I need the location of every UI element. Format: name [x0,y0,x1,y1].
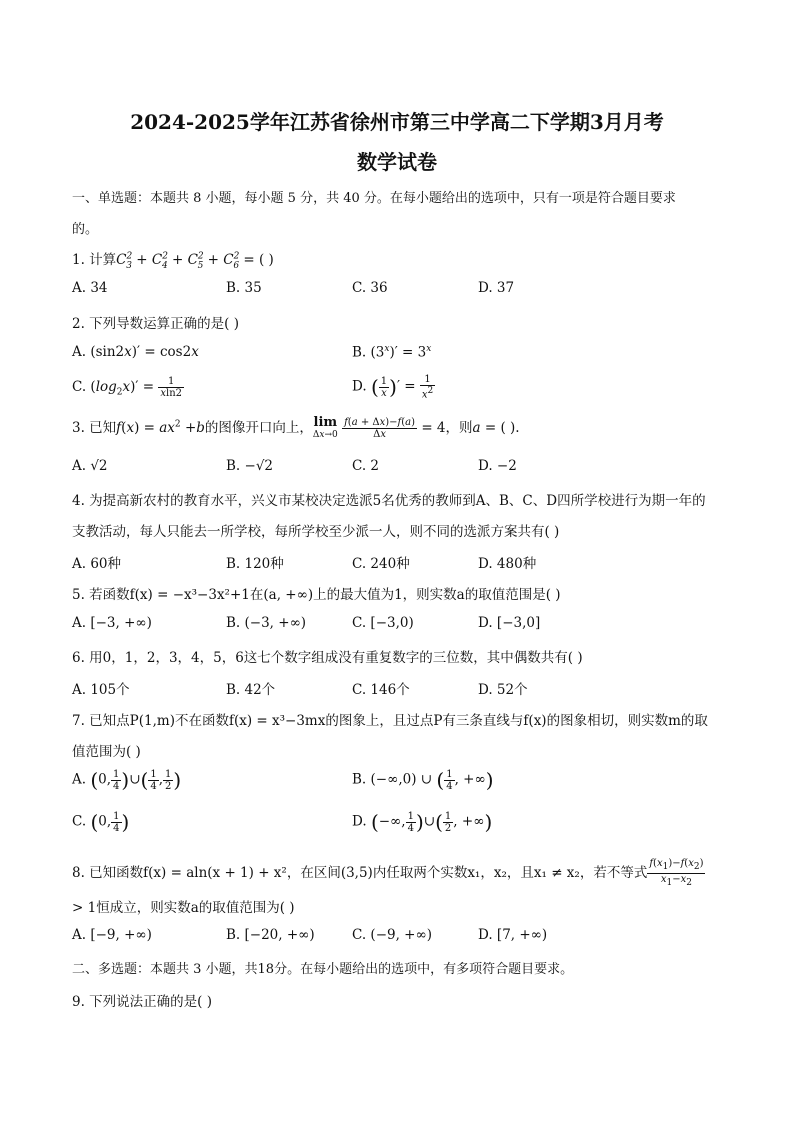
section-1-instructions: 一、单选题：本题共 8 小题，每小题 5 分，共 40 分。在每小题给出的选项中，只有一项是符合题目要求 [72,191,676,206]
exam-title: 2024-2025学年江苏省徐州市第三中学高二下学期3月月考 [130,110,664,134]
q6-option-c: C. 146个 [352,682,410,698]
question-8-line-2: > 1恒成立，则实数a的取值范围为( ) [72,900,295,916]
question-7-line-2: 值范围为( ) [72,744,141,760]
q7-option-b: B. (−∞,0) ∪ ( $\frac{1}{4}$ , +∞) [352,768,494,792]
question-1 [72,248,274,271]
section-2-instructions: 二、多选题：本题共 3 小题，共18分。在每小题给出的选项中，有多项符合题目要求。 [72,962,574,977]
q1-option-d: D. 37 [478,280,515,296]
q3-prefix: 3. 已知 [72,420,117,436]
q8-option-b: B. [−20, +∞) [226,927,315,943]
q7-option-c: C. (0, $\frac{1}{4}$ ) [72,810,130,834]
q1-prefix: 1. 计算 [72,252,117,268]
q8-option-d: D. [7, +∞) [478,927,548,943]
q3-option-c: C. 2 [352,458,380,474]
q5-option-d: D. [−3,0] [478,615,541,631]
q8-option-a: A. [−9, +∞) [72,927,152,943]
q7-option-d: D. (−∞, $\frac{1}{4}$ )∪( $\frac{1}{2}$ , +∞) [352,810,493,834]
q1-option-c: C. 36 [352,280,388,296]
q5-option-b: B. (−3, +∞) [226,615,307,631]
question-6: 6. 用0，1，2，3，4，5，6这七个数字组成没有重复数字的三位数，其中偶数共有( ) [72,650,583,666]
q6-option-d: D. 52个 [478,682,528,698]
section-1-instructions-cont: 的。 [72,222,99,237]
q1-expression: $C^2_3 + C^2_4 + C^2_5 + C^2_6$ [116,251,240,271]
question-3: 3. 已知$f(x) = ax^2 +b$的图像开口向上，lim Δx→0 $\frac{f(a + \Delta x)-f(a)}{\Delta x}$ = 4，则a = ( ). [72,414,520,440]
q3-option-b: B. −√2 [226,458,274,474]
q2-option-b: B. $(3^x)' = 3^x$ [352,344,432,361]
q5-option-a: A. [−3, +∞) [72,615,152,631]
q8-text: 8. 已知函数f(x) = aln(x + 1) + x²，在区间(3,5)内任取两个实数x₁，x₂，且x₁ ≠ x₂，若不等式 [72,865,648,881]
exam-subtitle: 数学试卷 [357,150,437,174]
q8-fraction: $\frac{f(x_1)-f(x_2)}{x_1-x_2}$ [649,858,704,888]
q3-limit: lim Δx→0 [312,414,338,440]
q5-option-c: C. [−3,0) [352,615,414,631]
q4-option-d: D. 480种 [478,556,537,572]
q3-end: = ( ). [480,420,520,436]
q3-mid: 的图像开口向上， [204,420,313,436]
q3-suffix: ，则 [445,420,473,436]
q6-option-a: A. 105个 [72,682,130,698]
q2-option-a: A. (sin2x)′ = cos2x [72,344,199,360]
q3-option-a: A. √2 [72,458,108,474]
question-9: 9. 下列说法正确的是( ) [72,994,212,1010]
question-4-line-1: 4. 为提高新农村的教育水平，兴义市某校决定选派5名优秀的教师到A、B、C、D四所学校进行为期一年的 [72,493,706,509]
question-2: 2. 下列导数运算正确的是( ) [72,316,239,332]
q6-option-b: B. 42个 [226,682,276,698]
question-7-line-1: 7. 已知点P(1,m)不在函数f(x) = x³−3mx的图象上，且过点P有三条直线与f(x)的图象相切，则实数m的取 [72,713,708,729]
q4-option-a: A. 60种 [72,556,122,572]
question-8-line-1 [72,858,705,889]
q4-option-b: B. 120种 [226,556,284,572]
q4-option-c: C. 240种 [352,556,410,572]
q2-option-d: D. ( $\frac{1}{x}$ )′ = $\frac{1}{x^2}$ [352,374,434,401]
question-4-line-2: 支教活动，每人只能去一所学校，每所学校至少派一人，则不同的选派方案共有( ) [72,524,560,540]
q3-option-d: D. −2 [478,458,517,474]
q1-option-a: A. 34 [72,280,108,296]
q1-suffix: = ( ) [239,252,274,268]
q7-option-a: A. (0, $\frac{1}{4}$ )∪( $\frac{1}{4}$ , $\frac{1}{2}$ ) [72,768,182,792]
q2-option-c: C. $(\log_2x)'$ = $\frac{1}{xln2}$ [72,376,183,399]
q1-option-b: B. 35 [226,280,262,296]
question-5: 5. 若函数f(x) = −x³−3x²+1在(a, +∞)上的最大值为1，则实数a的取值范围是( ) [72,587,561,603]
q8-option-c: C. (−9, +∞) [352,927,433,943]
